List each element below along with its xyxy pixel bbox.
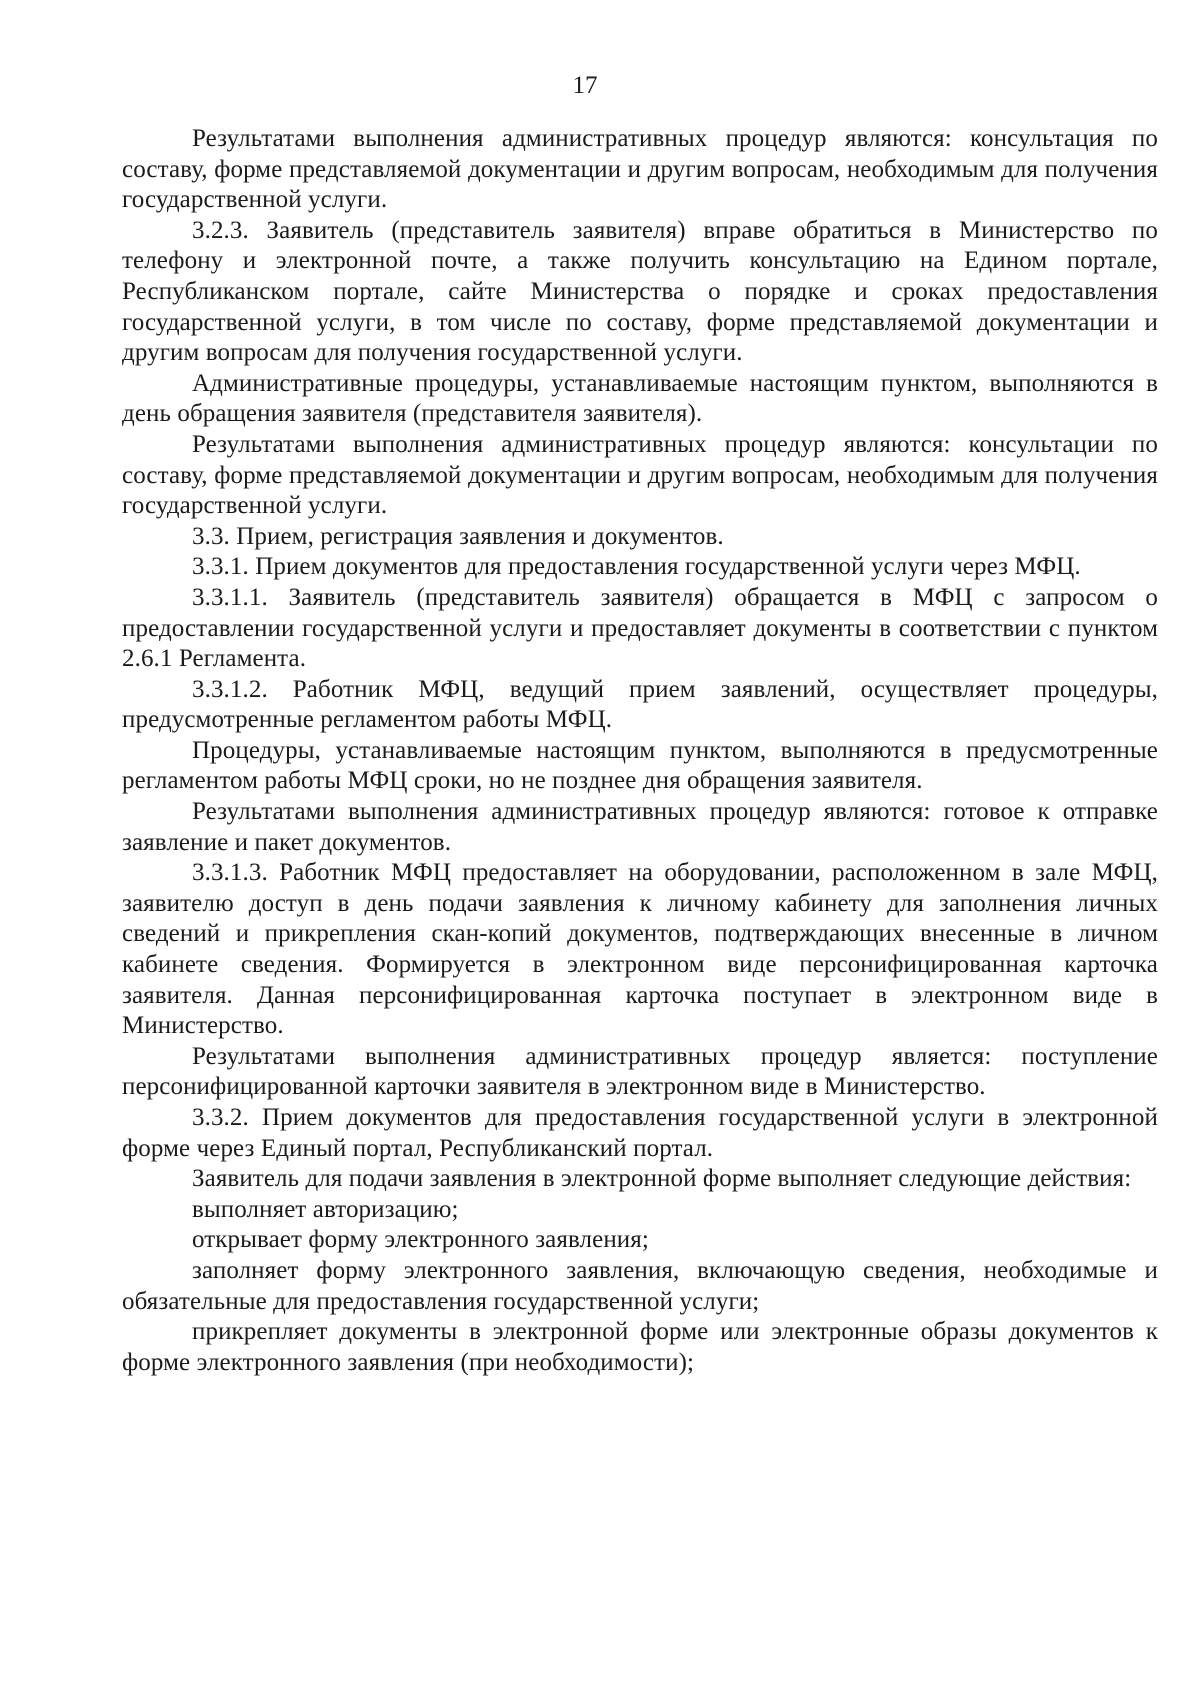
list-item: заполняет форму электронного заявления, включающую сведения, необходимые и обязательные для предоставления государственной услуги;: [122, 1256, 1158, 1315]
paragraph: 3.3.1.3. Работник МФЦ предоставляет на оборудовании, расположенном в зале МФЦ, заявителю доступ в день подачи заявления к личному кабинету для заполнения личных сведений и прикрепления скан-копий документов, подтверждающих внесенные в личном кабинете сведения. Формируется в электронном виде персонифицированная карточка заявителя. Данная персонифицированная карточка поступает в электронном виде в Министерство.: [122, 859, 1158, 1040]
paragraph: 3.2.3. Заявитель (представитель заявителя) вправе обратиться в Министерство по телефону и электронной почте, а также получить консультацию на Едином портале, Республиканском портале, сайте Министерства о порядке и сроках предоставления государственной услуги, в том числе по составу, форме представляемой документации и другим вопросам для получения государственной услуги.: [122, 216, 1158, 367]
paragraph: 3.3.1.2. Работник МФЦ, ведущий прием заявлений, осуществляет процедуры, предусмотренные регламентом работы МФЦ.: [122, 675, 1158, 734]
paragraph: Результатами выполнения административных процедур являются: готовое к отправке заявление и пакет документов.: [122, 798, 1158, 856]
page-number: 17: [572, 72, 598, 99]
section-heading: 3.3. Прием, регистрация заявления и документов.: [192, 522, 724, 550]
list-item: открывает форму электронного заявления;: [192, 1226, 649, 1254]
paragraph: Результатами выполнения административных процедур являются: консультации по составу, форме представляемой документации и другим вопросам, необходимым для получения государственной услуги.: [122, 430, 1158, 520]
paragraph: Результатами выполнения административных процедур является: поступление персонифицированной карточки заявителя в электронном виде в Министерство.: [122, 1042, 1158, 1101]
paragraph: Процедуры, устанавливаемые настоящим пунктом, выполняются в предусмотренные регламентом работы МФЦ сроки, но не позднее дня обращения заявителя.: [122, 736, 1158, 795]
paragraph: Результатами выполнения административных процедур являются: консультация по составу, форме представляемой документации и другим вопросам, необходимым для получения государственной услуги.: [122, 125, 1158, 214]
paragraph: Заявитель для подачи заявления в электронной форме выполняет следующие действия:: [192, 1165, 1132, 1193]
list-item: выполняет авторизацию;: [192, 1195, 459, 1223]
list-item: прикрепляет документы в электронной форме или электронные образы документов к форме электронного заявления (при необходимости);: [122, 1318, 1158, 1376]
paragraph: 3.3.2. Прием документов для предоставления государственной услуги в электронной форме через Единый портал, Республиканский портал.: [122, 1104, 1158, 1162]
paragraph: 3.3.1.1. Заявитель (представитель заявителя) обращается в МФЦ с запросом о предоставлении государственной услуги и предоставляет документы в соответствии с пунктом 2.6.1 Регламента.: [122, 583, 1158, 673]
paragraph: Административные процедуры, устанавливаемые настоящим пунктом, выполняются в день обращения заявителя (представителя заявителя).: [122, 369, 1158, 428]
document-body: [122, 124, 1158, 1378]
paragraph: 3.3.1. Прием документов для предоставления государственной услуги через МФЦ.: [192, 553, 1081, 581]
